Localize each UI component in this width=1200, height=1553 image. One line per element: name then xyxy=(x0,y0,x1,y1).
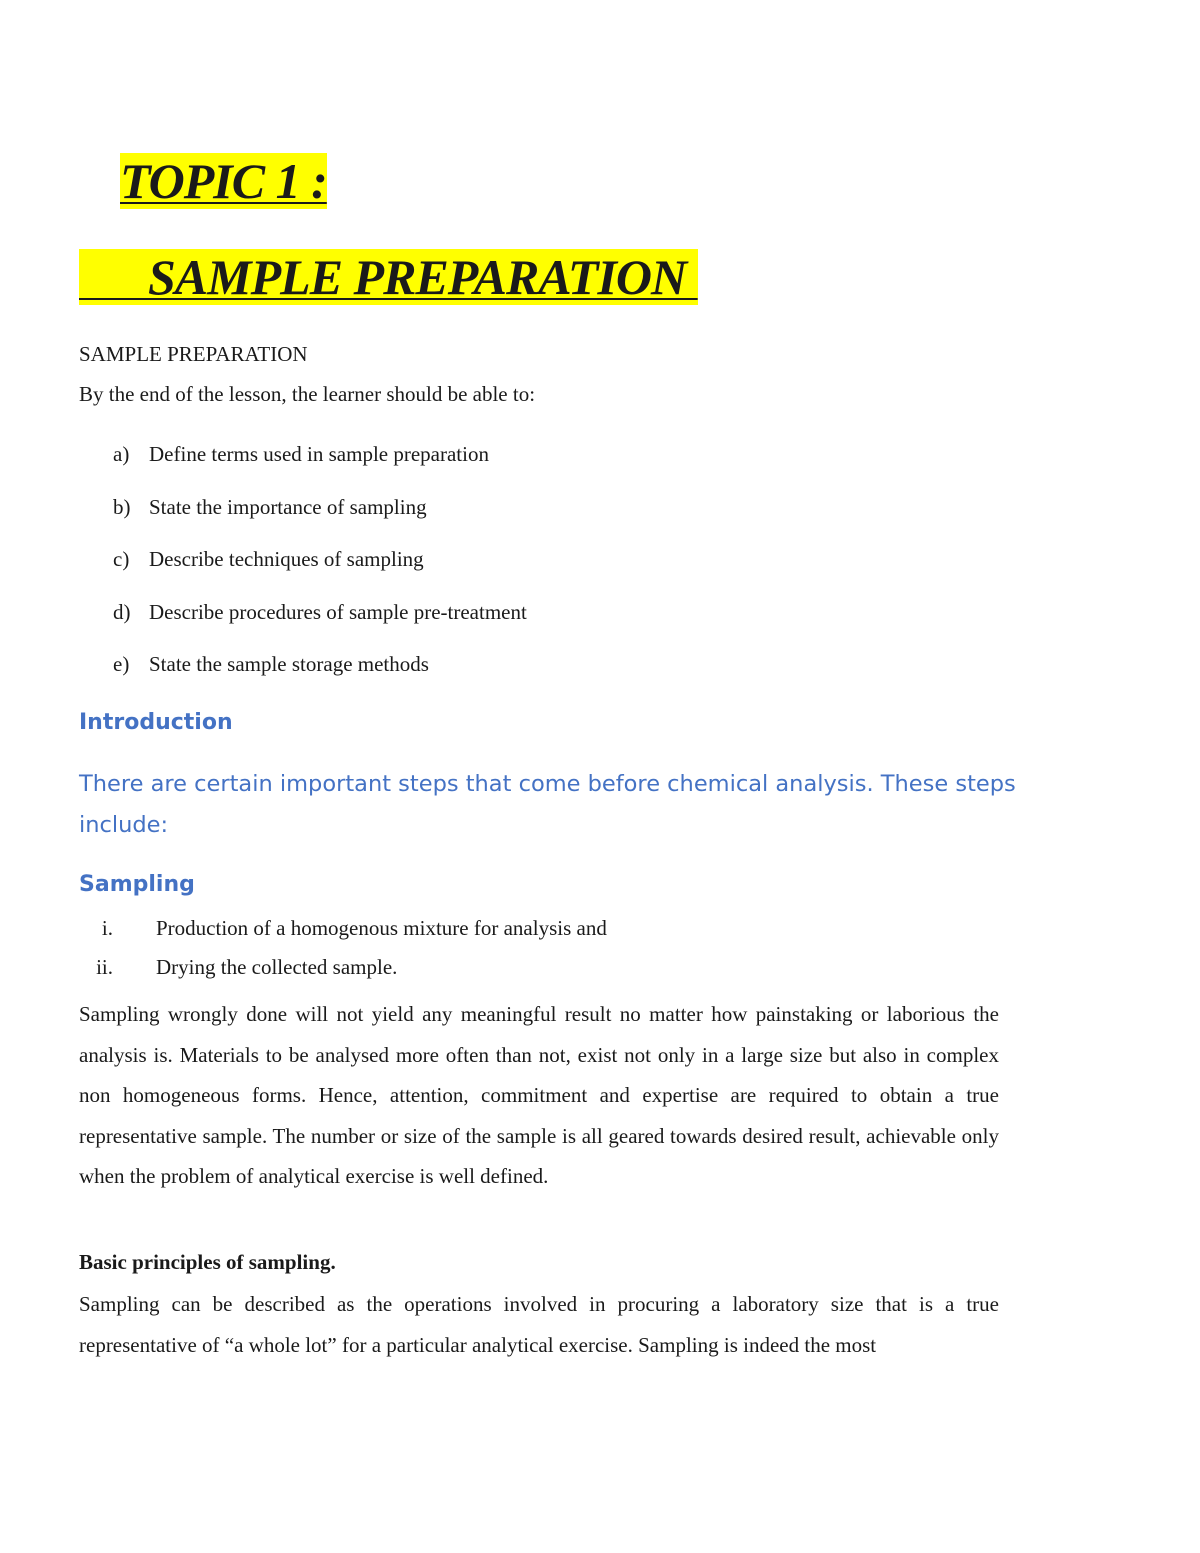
list-marker: d) xyxy=(113,599,131,624)
list-marker: b) xyxy=(113,494,131,519)
subtitle-highlight: SAMPLE PREPARATION xyxy=(79,249,698,305)
list-item xyxy=(79,953,607,992)
list-item xyxy=(79,650,527,703)
objectives-list xyxy=(79,440,527,703)
list-item-text: Describe techniques of sampling xyxy=(149,547,424,571)
document-subtitle xyxy=(79,244,698,310)
sampling-heading: Sampling xyxy=(79,872,195,897)
basic-principles-heading: Basic principles of sampling. xyxy=(79,1250,336,1274)
basic-principles-paragraph: Sampling can be described as the operations involved in procuring a laboratory size that is a true representative of “a whole lot” for a particular analytical exercise. Sampling is indeed the most xyxy=(79,1292,999,1357)
introduction-text: There are certain important steps that come before chemical analysis. These steps include: xyxy=(79,771,1016,838)
topic-title-highlight: TOPIC 1 : xyxy=(120,153,327,209)
list-marker: ii. xyxy=(96,955,113,979)
sampling-steps-list xyxy=(79,914,607,992)
list-item-text: State the importance of sampling xyxy=(149,494,427,519)
topic-title xyxy=(120,148,327,214)
list-item xyxy=(79,493,527,546)
list-marker: i. xyxy=(101,916,113,940)
list-item-text: Production of a homogenous mixture for analysis and xyxy=(156,916,607,940)
sampling-paragraph: Sampling wrongly done will not yield any meaningful result no matter how painstaking or laborious the analysis is. Materials to be analysed more often than not, exist not only in a large size but also in complex non homogeneous forms. Hence, attention, commitment and expertise are required to obtain a true representative sample. The number or size of the sample is all geared towards desired result, achievable only when the problem of analytical exercise is well defined. xyxy=(79,1002,999,1188)
list-item xyxy=(79,598,527,651)
list-marker: c) xyxy=(113,547,130,571)
list-item-text: Describe procedures of sample pre-treatment xyxy=(149,599,527,624)
list-item xyxy=(79,440,527,493)
section-heading: SAMPLE PREPARATION xyxy=(79,342,308,366)
list-item xyxy=(79,545,527,598)
list-item-text: Drying the collected sample. xyxy=(156,955,398,979)
list-marker: a) xyxy=(113,442,130,466)
objectives-intro: By the end of the lesson, the learner should be able to: xyxy=(79,382,536,406)
list-marker: e) xyxy=(113,652,130,676)
list-item-text: State the sample storage methods xyxy=(149,652,429,676)
list-item xyxy=(79,914,607,953)
introduction-heading: Introduction xyxy=(79,710,233,735)
list-item-text: Define terms used in sample preparation xyxy=(149,442,489,466)
